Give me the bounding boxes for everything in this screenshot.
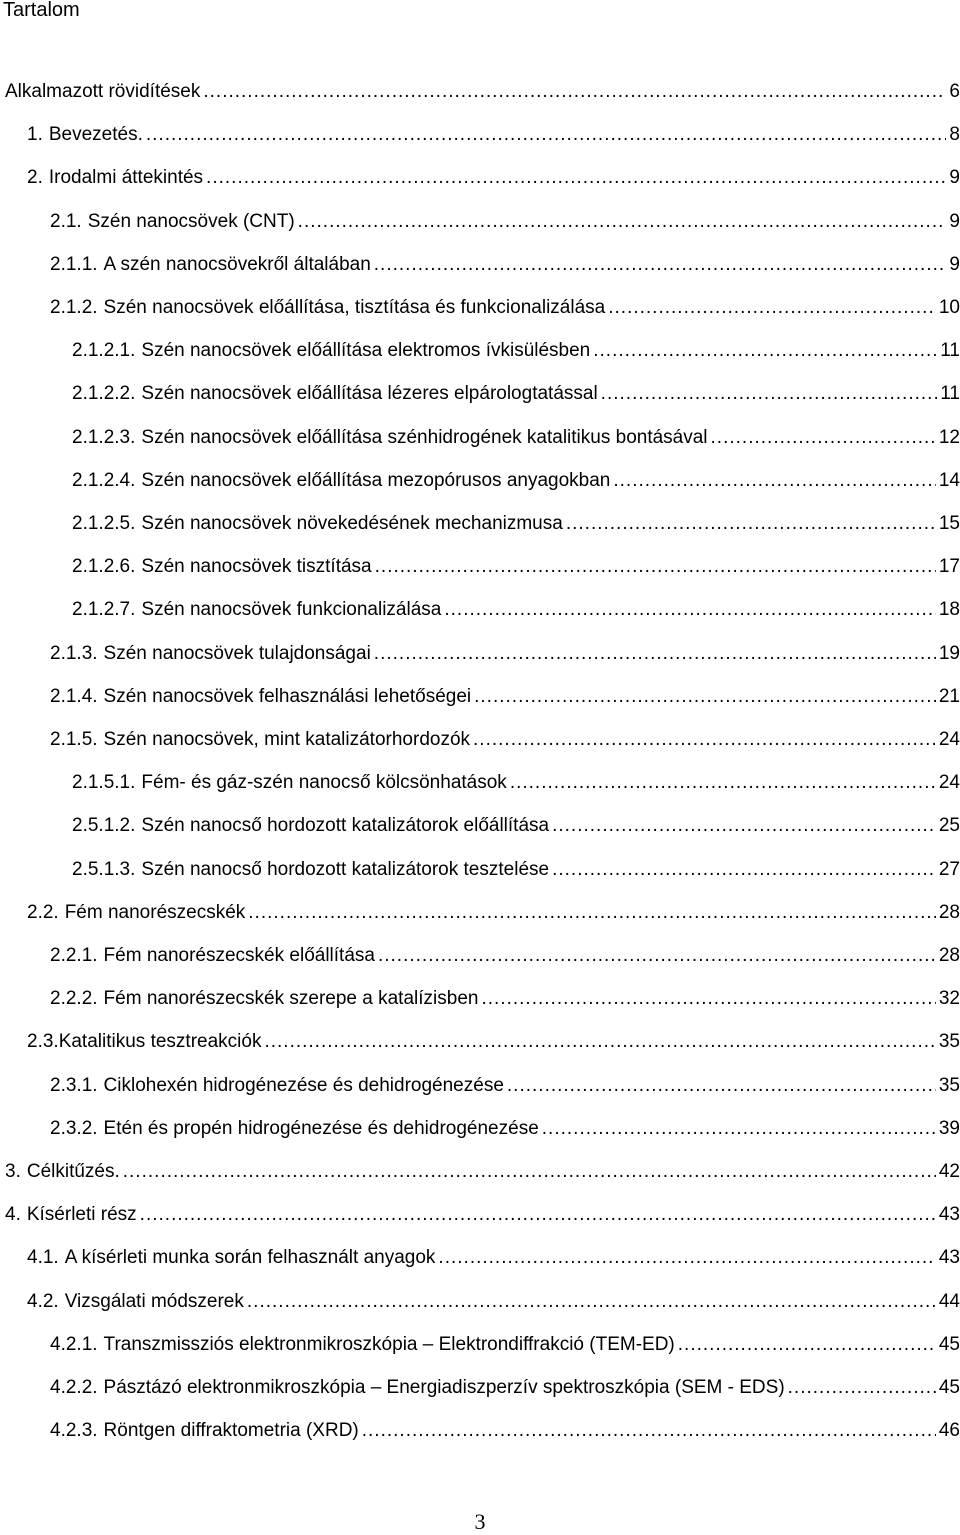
toc-entry-number: 2.3.1. [50,1074,98,1096]
dot-leader [444,597,936,623]
toc-entry-page: 45 [938,1333,960,1355]
toc-entry-number: 3. [5,1161,21,1182]
toc-entry[interactable] [72,766,960,796]
toc-entry[interactable] [72,809,960,839]
toc-entry-page: 9 [949,167,960,189]
toc-entry-number: 2.2. [27,901,59,923]
toc-entry-page: 35 [938,1031,960,1053]
toc-entry[interactable] [50,939,960,969]
toc-entry[interactable] [50,680,960,710]
toc-entry[interactable] [72,550,960,580]
dot-leader [507,1073,936,1099]
toc-entry-page: 28 [938,901,960,923]
toc-entry-title: Transzmissziós elektronmikroszkópia – Elektrondiffrakció (TEM-ED) [103,1333,675,1355]
toc-entry-number: 4.2.2. [50,1377,98,1398]
dot-leader [146,122,947,148]
dot-leader [247,1289,936,1315]
dot-leader [123,1159,936,1185]
dot-leader [566,511,936,537]
toc-entry[interactable] [27,161,960,191]
dot-leader [140,1202,936,1228]
dot-leader [206,165,946,191]
toc-entry-title: Szén nanocső hordozott katalizátorok előállítása [141,815,550,837]
toc-entry-number: 2.1.2.4. [72,469,136,491]
toc-entry-number: 2.1.3. [50,642,98,664]
toc-entry[interactable] [50,1069,960,1099]
toc-entry-page: 44 [938,1290,960,1312]
toc-entry-title: Fém nanorészecskék [64,901,246,923]
dot-leader [298,209,947,235]
toc-entry-title: Fém nanorészecskék előállítása [103,945,375,966]
toc-entry-title: Szén nanocsövek előállítása, tisztítása és funkcionalizálása [103,297,606,318]
toc-entry[interactable] [5,1198,960,1228]
toc-entry-page: 6 [949,81,960,102]
toc-entry-page: 12 [938,426,960,448]
toc-entry[interactable] [72,853,960,883]
toc-entry[interactable] [27,1241,960,1271]
toc-entry-number: 2.1.2.5. [72,513,136,534]
toc-entry[interactable] [50,637,960,667]
toc-entry-title: Szén nanocsövek előállítása szénhidrogének katalitikus bontásával [141,426,708,448]
toc-entry-page: 17 [938,556,960,578]
toc-entry-number: Alkalmazott rövidítések [5,81,201,102]
toc-entry[interactable] [5,75,960,105]
toc-entry-number: 2.2.1. [50,945,98,966]
toc-entry-title: Szén nanocsövek előállítása mezopórusos anyagokban [141,469,611,491]
toc-entry[interactable] [50,723,960,753]
toc-entry-number: 2.3.2. [50,1117,98,1139]
toc-entry-number: 2.1.5.1. [72,772,136,794]
toc-entry-title: Szén nanocsövek előállítása elektromos ívkisülésben [141,340,591,362]
toc-entry-page: 35 [938,1074,960,1096]
dot-leader [473,727,936,753]
toc-entry-title: Kísérleti rész [26,1204,137,1226]
toc-entry-page: 9 [949,210,960,232]
toc-entry[interactable] [50,291,960,321]
toc-entry-page: 15 [938,513,960,534]
toc-entry[interactable] [50,205,960,235]
toc-entry-number: 4.2.1. [50,1333,98,1355]
toc-entry-number: 2.5.1.3. [72,858,136,880]
toc-entry-title: Szén nanocsövek felhasználási lehetőségei [103,685,472,707]
toc-entry-number: 2.1.1. [50,253,98,275]
toc-entry-title: Célkitűzés. [26,1161,120,1182]
toc-entry-title: Ciklohexén hidrogénezése és dehidrogénezése [103,1074,504,1096]
toc-entry[interactable] [72,593,960,623]
toc-entry-page: 9 [949,253,960,275]
toc-entry-number: 2.1.2.6. [72,556,136,578]
toc-entry-title: A szén nanocsövekről általában [103,253,371,275]
dot-leader [378,943,936,969]
dot-leader [711,425,936,451]
toc-entry-title: Szén nanocső hordozott katalizátorok tesztelése [141,858,550,880]
toc-entry-page: 18 [938,599,960,621]
toc-entry-number: 2.1.2.1. [72,340,136,362]
dot-leader [788,1375,936,1401]
toc-entry-page: 14 [938,469,960,491]
toc-entry[interactable] [27,1285,960,1315]
toc-entry-title: Szén nanocsövek tulajdonságai [103,642,371,664]
toc-entry-number: 2.1.5. [50,729,98,750]
toc-entry-number: 2.1.2.7. [72,599,136,621]
dot-leader [362,1418,936,1444]
toc-entry-title: Fém nanorészecskék szerepe a katalízisben [103,988,479,1010]
toc-entry-number: 4.2. [27,1290,59,1312]
toc-entry-number: 2.3.Katalitikus tesztreakciók [27,1031,262,1053]
toc-entry-page: 27 [938,858,960,880]
dot-leader [608,295,936,321]
toc-entry-title: Etén és propén hidrogénezése és dehidrogénezése [103,1117,539,1139]
dot-leader [264,1029,935,1055]
toc-entry-number: 2.1.2.3. [72,426,136,448]
toc-entry[interactable] [50,1371,960,1401]
dot-leader [601,381,938,407]
toc-entry-title: Bevezetés. [48,124,143,146]
toc-entry-number: 4.1. [27,1247,59,1269]
dot-leader [438,1245,935,1271]
toc-entry-page: 10 [938,297,960,318]
toc-entry-number: 4.2.3. [50,1420,98,1442]
toc-entry-page: 32 [938,988,960,1010]
toc-entry-title: Fém- és gáz-szén nanocső kölcsönhatások [141,772,507,794]
toc-entry-title: Szén nanocsövek előállítása lézeres elpárologtatással [141,383,598,405]
dot-leader [203,79,946,105]
dot-leader [481,986,935,1012]
toc-entry[interactable] [72,421,960,451]
toc-entry-page: 42 [938,1161,960,1182]
dot-leader [552,813,936,839]
toc-entry-page: 39 [938,1117,960,1139]
toc-entry-title: Szén nanocsövek (CNT) [87,210,295,232]
toc-entry-title: Pásztázó elektronmikroszkópia – Energiadiszperzív spektroszkópia (SEM - EDS) [103,1377,785,1398]
toc-entry-title: Vizsgálati módszerek [64,1290,244,1312]
toc-entry-title: Szén nanocsövek növekedésének mechanizmusa [141,513,563,534]
toc-entry-title: Szén nanocsövek, mint katalizátorhordozók [103,729,471,750]
toc-entry-page: 19 [938,642,960,664]
toc-entry[interactable] [50,982,960,1012]
toc-entry-page: 43 [938,1247,960,1269]
toc-entry-number: 2.2.2. [50,988,98,1010]
dot-leader [552,857,936,883]
toc-entry[interactable] [50,248,960,278]
dot-leader [613,468,935,494]
dot-leader [374,252,947,278]
toc-entry-page: 25 [938,815,960,837]
toc-entry[interactable] [72,464,960,494]
toc-entry[interactable] [50,1112,960,1142]
toc-entry-title: Szén nanocsövek tisztítása [141,556,372,578]
toc-entry-page: 46 [938,1420,960,1442]
toc-entry[interactable] [50,1328,960,1358]
toc-entry-title: Röntgen diffraktometria (XRD) [103,1420,359,1442]
toc-entry-title: Irodalmi áttekintés [48,167,204,189]
dot-leader [593,338,937,364]
toc-entry-number: 2.1.2.2. [72,383,136,405]
dot-leader [678,1332,936,1358]
toc-entry[interactable] [27,118,960,148]
toc-entry[interactable] [72,334,960,364]
toc-entry-page: 24 [938,772,960,794]
toc-entry[interactable] [27,896,960,926]
toc-entry[interactable] [72,507,960,537]
toc-entry-page: 21 [938,685,960,707]
toc-entry[interactable] [27,1025,960,1055]
page-title: Tartalom [3,0,80,21]
toc-entry-page: 45 [938,1377,960,1398]
dot-leader [375,554,936,580]
toc-entry-title: A kísérleti munka során felhasznált anyagok [64,1247,436,1269]
toc-entry[interactable] [72,377,960,407]
toc-entry-page: 11 [940,383,960,405]
toc-entry-page: 43 [938,1204,960,1226]
dot-leader [248,900,936,926]
toc-entry-number: 1. [27,124,43,146]
toc-entry-number: 2. [27,167,43,189]
dot-leader [374,641,936,667]
toc-entry[interactable] [5,1155,960,1185]
dot-leader [542,1116,936,1142]
page-number: 3 [474,1509,486,1534]
toc-entry-page: 28 [938,945,960,966]
toc-entry-page: 24 [938,729,960,750]
dot-leader [474,684,936,710]
toc-entry-number: 2.1. [50,210,82,232]
toc-entry-number: 2.1.4. [50,685,98,707]
dot-leader [510,770,936,796]
toc-entry-page: 8 [949,124,960,146]
toc-entry-page: 11 [940,340,960,362]
toc-entry[interactable] [50,1414,960,1444]
toc-entry-number: 2.1.2. [50,297,98,318]
toc-entry-title: Szén nanocsövek funkcionalizálása [141,599,442,621]
toc-entry-number: 2.5.1.2. [72,815,136,837]
toc-entry-number: 4. [5,1204,21,1226]
